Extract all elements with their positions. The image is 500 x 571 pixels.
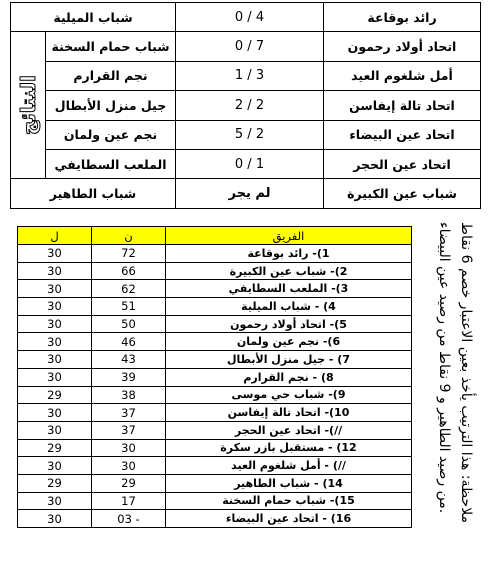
table-row [18,280,412,298]
results-row [11,120,481,149]
home-team: اتحاد عين البيضاء [324,120,481,149]
points-cell: 62 [92,280,166,298]
played-cell: 30 [18,457,92,475]
results-row [11,61,481,90]
played-cell: 29 [18,439,92,457]
played-cell: 29 [18,386,92,404]
team-cell: 6)- نجم عين ولمان [166,333,412,351]
match-score: لم يجر [176,179,324,208]
team-cell: 3)- الملعب السطايفي [166,280,412,298]
table-row [18,262,412,280]
team-cell: 16) - اتحاد عين البيضاء [166,510,412,528]
team-cell: 1)- رائد بوقاعة [166,245,412,263]
team-cell: 4) - شباب الميلية [166,298,412,316]
away-team: الملعب السطايفي [46,149,176,178]
table-row [18,351,412,369]
table-row [18,474,412,492]
team-cell: 8) - نجم القرارم [166,368,412,386]
points-cell: 37 [92,421,166,439]
results-row [11,149,481,178]
points-cell: 43 [92,351,166,369]
table-row [18,333,412,351]
table-row [18,315,412,333]
played-cell: 30 [18,333,92,351]
points-cell: 37 [92,404,166,422]
points-cell: 03 - [92,510,166,528]
played-cell: 30 [18,510,92,528]
points-cell: 29 [92,474,166,492]
played-cell: 30 [18,492,92,510]
points-cell: 72 [92,245,166,263]
standings-note [417,222,493,567]
points-cell: 38 [92,386,166,404]
away-team: نجم القرارم [46,61,176,90]
results-side-label [11,32,46,179]
table-row [18,457,412,475]
team-cell: 9)- شباب حي موسى [166,386,412,404]
team-cell: //)- اتحاد عين الحجر [166,421,412,439]
played-cell: 30 [18,404,92,422]
results-row [11,91,481,120]
table-row [18,298,412,316]
away-team: شباب الميلية [11,3,176,32]
home-team: اتحاد تالة إيفاسن [324,91,481,120]
results-row [11,3,481,32]
match-score: 1 / 3 [176,61,324,90]
played-cell: 29 [18,474,92,492]
played-cell: 30 [18,262,92,280]
home-team: شباب عين الكبيرة [324,179,481,208]
results-row [11,179,481,208]
standings-body [18,245,412,528]
home-team: اتحاد أولاد رحمون [324,32,481,61]
played-cell: 30 [18,351,92,369]
table-row [18,386,412,404]
note-line-2: من رصيد الطاهير و 9 نقاط من رصيد عين البيضاء. [436,222,452,514]
points-cell: 39 [92,368,166,386]
points-cell: 30 [92,439,166,457]
played-cell: 30 [18,315,92,333]
points-cell: 50 [92,315,166,333]
table-row [18,245,412,263]
standings-header-row [18,227,412,245]
table-row [18,510,412,528]
points-cell: 17 [92,492,166,510]
team-cell: 2)- شباب عين الكبيرة [166,262,412,280]
table-row [18,439,412,457]
match-score: 5 / 2 [176,120,324,149]
team-header: الفريق [166,227,412,245]
played-cell: 30 [18,245,92,263]
team-cell: 15)- شباب حمام السخنة [166,492,412,510]
table-row [18,421,412,439]
match-score: 0 / 4 [176,3,324,32]
note-line-1: ملاحظة: هذا الترتيب يأخذ بعين الاعتبار خصم 6 نقاط [458,222,474,524]
team-cell: 10)- اتحاد تالة إيفاسن [166,404,412,422]
played-cell: 30 [18,298,92,316]
points-cell: 30 [92,457,166,475]
played-cell: 30 [18,421,92,439]
away-team: نجم عين ولمان [46,120,176,149]
team-cell: //) - أمل شلغوم العيد [166,457,412,475]
match-score: 0 / 1 [176,149,324,178]
home-team: أمل شلغوم العيد [324,61,481,90]
away-team: شباب حمام السخنة [46,32,176,61]
team-cell: 14) - شباب الطاهير [166,474,412,492]
results-row [11,32,481,61]
home-team: اتحاد عين الحجر [324,149,481,178]
played-cell: 30 [18,280,92,298]
points-header: ن [92,227,166,245]
results-side-label-text: النتائج [16,75,40,136]
points-cell: 46 [92,333,166,351]
played-cell: 30 [18,368,92,386]
match-score: 2 / 2 [176,91,324,120]
away-team: شباب الطاهير [11,179,176,208]
table-row [18,368,412,386]
team-cell: 7) - جيل منزل الأبطال [166,351,412,369]
away-team: جيل منزل الأبطال [46,91,176,120]
team-cell: 12) - مستقبل بازر سكرة [166,439,412,457]
table-row [18,404,412,422]
played-header: ل [18,227,92,245]
points-cell: 66 [92,262,166,280]
points-cell: 51 [92,298,166,316]
match-score: 0 / 7 [176,32,324,61]
team-cell: 5)- اتحاد أولاد رحمون [166,315,412,333]
table-row [18,492,412,510]
results-table [10,2,481,209]
standings-table [17,226,412,528]
home-team: رائد بوقاعة [324,3,481,32]
